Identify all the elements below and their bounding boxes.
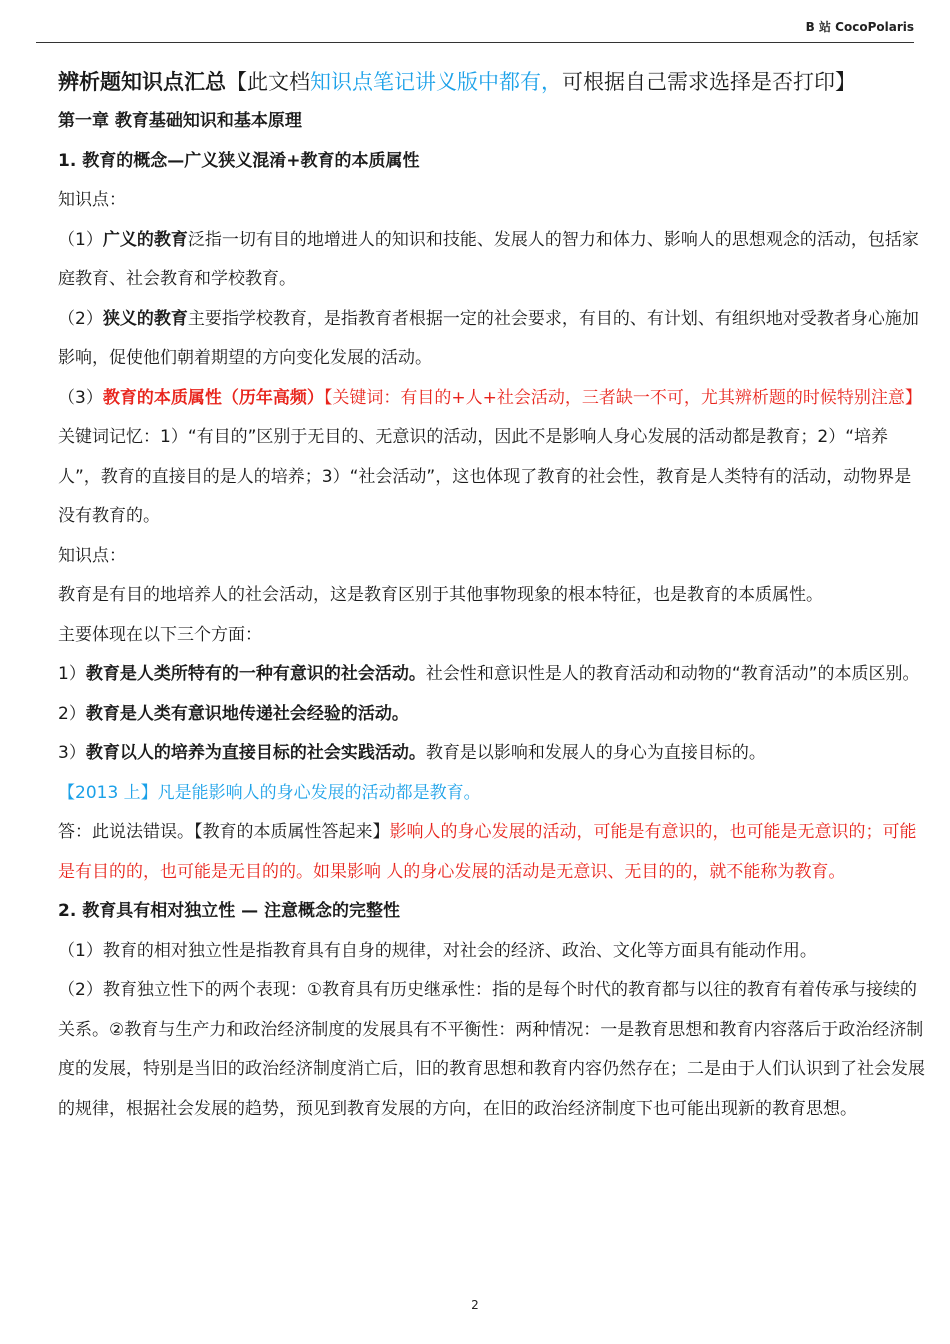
knowledge-point-label-2: 知识点： (58, 545, 126, 566)
keyword-memory: 关键词记忆：1）“有目的”区别于无目的、无意识的活动，因此不是影响人身心发展的活动都是教育；2）“培养人”，教育的直接目的是人的培养；3）“社会活动”，这也体现了教育的社会性，教育是人类特有的活动，动物界是没有教育的。 (58, 427, 912, 526)
header-author: B 站 CocoPolaris (805, 20, 914, 34)
keyword-note: 【关键词：有目的+人+社会活动，三者缺一不可，尤其辨析题的时候特别注意】 (323, 387, 922, 408)
aspect-2: 2）教育是人类有意识地传递社会经验的活动。 (58, 703, 409, 724)
item-narrow-education: （2）狭义的教育主要指学校教育，是指教育者根据一定的社会要求，有目的、有计划、有组织地对受教者身心施加影响，促使他们朝着期望的方向变化发展的活动。 (58, 308, 919, 368)
section-2-heading: 2. 教育具有相对独立性 — 注意概念的完整性 (58, 901, 401, 921)
section-1-heading: 1. 教育的概念—广义狭义混淆+教育的本质属性 (58, 150, 420, 171)
answer-explanation: 影响人的身心发展的活动，可能是有意识的，也可能是无意识的；可能是有目的的，也可能是无目的的。如果影响 人的身心发展的活动是无意识、无目的的，就不能称为教育。 (58, 822, 917, 882)
title-note-start: 【此文档 (226, 70, 310, 94)
aspect-1: 1）教育是人类所特有的一种有意识的社会活动。社会性和意识性是人的教育活动和动物的“教育活动”的本质区别。 (58, 664, 920, 684)
page-header (0, 0, 950, 44)
independence-manifestations: （2）教育独立性下的两个表现：①教育具有历史继承性：指的是每个时代的教育都与以往的教育有着传承与接续的关系。②教育与生产力和政治经济制度的发展具有不平衡性：两种情况：一是教育思想和教育内容落后于政治经济制度的发展，特别是当旧的政治经济制度消亡后，旧的教育思想和教育内容仍然存在；二是由于人们认识到了社会发展的规律，根据社会发展的趋势，预见到教育发展的方向，在旧的政治经济制度下也可能出现新的教育思想。 (58, 980, 925, 1119)
item-essence-attribute: （3）教育的本质属性（历年高频）【关键词：有目的+人+社会活动，三者缺一不可，尤其辨析题的时候特别注意】 (58, 387, 922, 408)
page-number: 2 (471, 1298, 479, 1312)
header-divider (36, 42, 914, 43)
essence-definition: 教育是有目的地培养人的社会活动，这是教育区别于其他事物现象的根本特征，也是教育的本质属性。 (58, 585, 823, 605)
title-note-end: 可根据自己需求选择是否打印】 (562, 70, 856, 94)
term-essence-attribute: 教育的本质属性（历年高频） (102, 387, 324, 408)
document-title (58, 62, 926, 102)
title-note-highlight: 知识点笔记讲义版中都有， (310, 70, 562, 94)
term-broad-education: 广义的教育 (102, 229, 188, 250)
document-body (58, 62, 926, 1129)
title-main: 辨析题知识点汇总 (58, 70, 226, 94)
knowledge-point-label: 知识点： (58, 190, 126, 210)
exam-answer: 答：此说法错误。【教育的本质属性答起来】影响人的身心发展的活动，可能是有意识的，也可能是无意识的；可能是有目的的，也可能是无目的的。如果影响 人的身心发展的活动是无意识、无目的的，就不能称为教育。 (58, 822, 917, 882)
relative-independence-definition: （1）教育的相对独立性是指教育具有自身的规律，对社会的经济、政治、文化等方面具有能动作用。 (58, 940, 817, 961)
item-broad-education: （1）广义的教育泛指一切有目的地增进人的知识和技能、发展人的智力和体力、影响人的思想观念的活动，包括家庭教育、社会教育和学校教育。 (58, 229, 919, 289)
term-narrow-education: 狭义的教育 (102, 308, 188, 329)
exam-question: 【2013 上】凡是能影响人的身心发展的活动都是教育。 (58, 782, 481, 803)
chapter-heading: 第一章 教育基础知识和基本原理 (58, 111, 302, 131)
aspect-3: 3）教育以人的培养为直接目标的社会实践活动。教育是以影响和发展人的身心为直接目标的。 (58, 743, 766, 763)
aspects-intro: 主要体现在以下三个方面： (58, 624, 262, 645)
